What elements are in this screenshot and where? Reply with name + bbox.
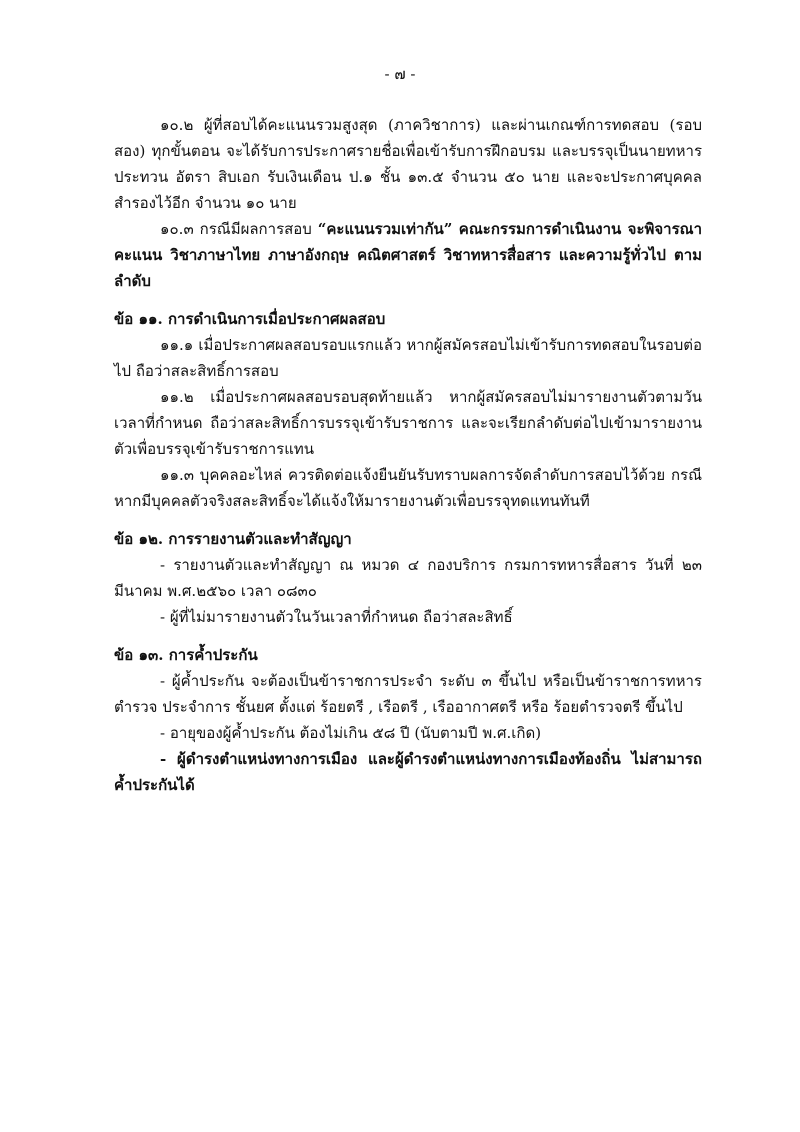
section-12-heading: ข้อ ๑๒. การรายงานตัวและทำสัญญา xyxy=(114,530,352,548)
paragraph-12-2: - ผู้ที่ไม่มารายงานตัวในวันเวลาที่กำหนด ถือว่าสละสิทธิ์ xyxy=(160,608,513,626)
paragraph-13-3: - ผู้ดำรงตำแหน่งทางการเมือง และผู้ดำรงตำแหน่งทางการเมืองท้องถิ่น ไม่สามารถค้ำประกันได้ xyxy=(114,750,702,794)
paragraph-11-3: ๑๑.๓ บุคคลอะไหล่ ควรติดต่อแจ้งยืนยันรับทราบผลการจัดลำดับการสอบไว้ด้วย กรณีหากมีบุคคลตัวจริงสละสิทธิ์จะได้แจ้งให้มารายงานตัวเพื่อบรรจุทดแทนทันที xyxy=(114,466,702,510)
document-body xyxy=(114,112,702,798)
paragraph-12-1: - รายงานตัวและทำสัญญา ณ หมวด ๔ กองบริการ กรมการทหารสื่อสาร วันที่ ๒๓ มีนาคม พ.ศ.๒๕๖๐ เวลา ๐๘๓๐ xyxy=(114,556,702,600)
page-number: - ๗ - xyxy=(384,65,416,83)
paragraph-10-3-prefix: ๑๐.๓ กรณีมีผลการสอบ xyxy=(160,220,318,238)
paragraph-10-3 xyxy=(114,216,702,294)
paragraph-10-2: ๑๐.๒ ผู้ที่สอบได้คะแนนรวมสูงสุด (ภาควิชาการ) และผ่านเกณฑ์การทดสอบ (รอบสอง) ทุกขั้นตอน จะได้รับการประกาศรายชื่อเพื่อเข้ารับการฝึกอบรม และบรรจุเป็นนายทหารประทวน อัตรา สิบเอก รับเงินเดือน ป.๑ ชั้น ๑๓.๕ จำนวน ๕๐ นาย และจะประกาศบุคคลสำรองไว้อีก จำนวน ๑๐ นาย xyxy=(114,116,702,212)
paragraph-10-3-bold: “คะแนนรวมเท่ากัน” คณะกรรมการดำเนินงาน จะพิจารณาคะแนน วิชาภาษาไทย ภาษาอังกฤษ คณิตศาสตร์ วิชาทหารสื่อสาร และความรู้ทั่วไป ตามลำดับ xyxy=(114,220,702,290)
section-11-heading: ข้อ ๑๑. การดำเนินการเมื่อประกาศผลสอบ xyxy=(114,310,386,328)
section-13-heading: ข้อ ๑๓. การค้ำประกัน xyxy=(114,646,258,664)
paragraph-11-2: ๑๑.๒ เมื่อประกาศผลสอบรอบสุดท้ายแล้ว หากผู้สมัครสอบไม่มารายงานตัวตามวันเวลาที่กำหนด ถือว่าสละสิทธิ์การบรรจุเข้ารับราชการ และจะเรียกลำดับต่อไปเข้ามารายงานตัวเพื่อบรรจุเข้ารับราชการแทน xyxy=(114,388,702,458)
paragraph-13-2: - อายุของผู้ค้ำประกัน ต้องไม่เกิน ๕๘ ปี (นับตามปี พ.ศ.เกิด) xyxy=(160,724,542,742)
paragraph-13-1: - ผู้ค้ำประกัน จะต้องเป็นข้าราชการประจำ ระดับ ๓ ขึ้นไป หรือเป็นข้าราชการทหาร ตำรวจ ประจำการ ชั้นยศ ตั้งแต่ ร้อยตรี , เรือตรี , เรืออากาศตรี หรือ ร้อยตำรวจตรี ขึ้นไป xyxy=(114,672,702,716)
paragraph-11-1: ๑๑.๑ เมื่อประกาศผลสอบรอบแรกแล้ว หากผู้สมัครสอบไม่เข้ารับการทดสอบในรอบต่อไป ถือว่าสละสิทธิ์การสอบ xyxy=(114,336,702,380)
